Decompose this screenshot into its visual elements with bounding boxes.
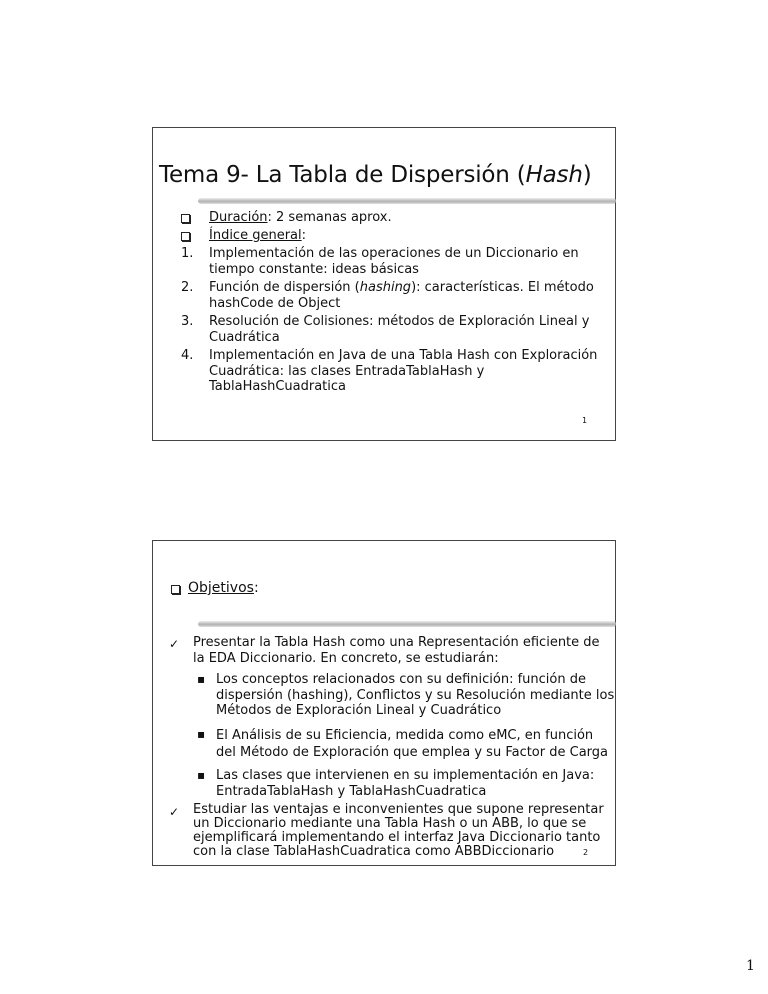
sub-item: Las clases que intervienen en su implementación en Java: EntradaTablaHash y TablaHashCuadratica: [216, 768, 595, 799]
square-bullet-icon: ▪: [197, 672, 206, 686]
title-text: Tema 9- La Tabla de Dispersión (: [159, 162, 526, 188]
sub-item: El Análisis de su Eficiencia, medida como eMC, en función del Método de Exploración que emplea y su Factor de Carga: [216, 728, 608, 760]
slide-number: 1: [582, 416, 588, 425]
heading-suffix: :: [253, 580, 259, 596]
brush-divider: [198, 198, 616, 204]
slide-number: 2: [583, 848, 589, 857]
item-number: 1.: [181, 246, 194, 261]
check-icon: ✓: [169, 805, 180, 819]
bullet-label: Duración: [209, 210, 268, 225]
bullet-text: :: [301, 228, 307, 243]
index-item: [209, 280, 614, 311]
bullet-duracion: [209, 210, 392, 226]
item-text: ): características. El método hashCode de Object: [209, 280, 594, 311]
item-number: 3.: [181, 314, 194, 329]
item-text: Función de dispersión (: [209, 280, 360, 295]
brush-divider: [198, 621, 616, 627]
index-item: Resolución de Colisiones: métodos de Exploración Lineal y Cuadrática: [209, 314, 590, 345]
slide-2: [152, 540, 616, 866]
item-number: 4.: [181, 348, 194, 363]
title-end: ): [582, 162, 592, 188]
checkbox-bullet-icon: [171, 583, 180, 597]
checkbox-bullet-icon: [181, 230, 190, 244]
index-item: Implementación en Java de una Tabla Hash con Exploración Cuadrática: las clases EntradaTablaHash y TablaHashCuadratica: [209, 348, 598, 394]
heading-text: Objetivos: [188, 580, 254, 596]
page-number: 1: [746, 958, 755, 974]
item-italic: hashing: [359, 280, 412, 295]
index-item: Implementación de las operaciones de un Diccionario en tiempo constante: ideas básicas: [209, 246, 579, 277]
title-italic: Hash: [525, 162, 583, 188]
bullet-text: : 2 semanas aprox.: [267, 210, 392, 225]
slide-title: [159, 162, 592, 188]
check-icon: ✓: [169, 637, 180, 651]
slide-1: [152, 127, 616, 441]
item-number: 2.: [181, 280, 194, 295]
square-bullet-icon: ▪: [197, 768, 206, 782]
bullet-label: Índice general: [209, 228, 302, 243]
objective-item: Presentar la Tabla Hash como una Representación eficiente de la EDA Diccionario. En concreto, se estudiarán:: [193, 635, 600, 666]
bullet-indice: [209, 228, 306, 244]
sub-item: Los conceptos relacionados con su definición: función de dispersión (hashing), Conflictos y su Resolución mediante los Métodos de Exploración Lineal y Cuadrático: [216, 672, 615, 718]
objetivos-heading: [188, 581, 259, 597]
objective-item: Estudiar las ventajas e inconvenientes que supone representar un Diccionario mediante una Tabla Hash o un ABB, lo que se ejemplificará implementando el interfaz Java Diccionario tanto con la clase TablaHashCuadratica como ABBDiccionario: [193, 802, 604, 859]
square-bullet-icon: ▪: [197, 727, 206, 741]
checkbox-bullet-icon: [181, 212, 190, 226]
